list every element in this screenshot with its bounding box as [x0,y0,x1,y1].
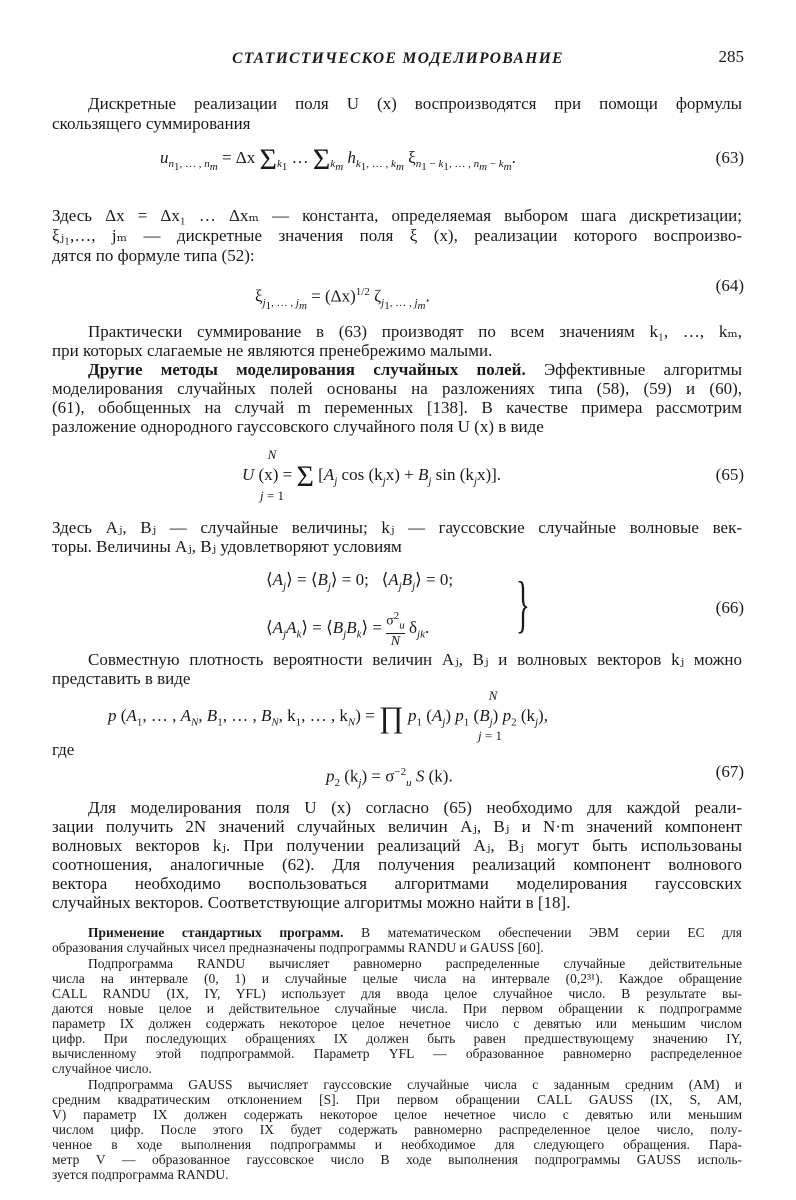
eq-number-64: (64) [715,276,744,295]
p1-line-2: скользящего суммирования [52,114,251,133]
small-p2-line-7: вычисленному этой подпрограммой. Параметр YFL — образованное равномерно распределенное [52,1046,742,1061]
eq65-sum-lower: j = 1 [260,488,284,503]
small-p1-line-1: Применение стандартных программ. В математическом обеспечении ЭВМ серии ЕС для [88,925,742,940]
eq65-sum-upper: N [267,447,277,462]
small-p2-line-8: случайное число. [52,1061,152,1076]
equation-joint-density: p ($A_1$, … , $A_N$, $B_1$, … , $B_N$, $k_1$, … , $k_N$) = ∏ $p_1$ $(A_j)$ $p_1$ $(B_j)$ $p_2$ $(k_j)$, [108,701,548,734]
small-p1-line-2: образования случайных чисел предназначены подпрограммы RANDU и GAUSS [60]. [52,940,544,955]
equation-66-line-2: $⟨A_jA_k⟩$ = $⟨B_jB_k⟩$ = $\frac{\sigma^2_u}{N}$ $\delta_{jk}$. [266,610,430,650]
p1-line-1: Дискретные реализации поля U (x) воспроизводятся при помощи формулы [88,94,742,113]
equation-63: $u_{n_1, \dots , n_m} = \Delta x$ $\Sigma_{k_1}$ … $\Sigma_{k_m}$ $h_{k_1, \dots , k_m}$ $\xi_{n_1 - k_1, \dots , n_m - k_m}$. [160,143,516,176]
p6-line-1: Совместную плотность вероятности величин Aⱼ, Bⱼ и волновых векторов kⱼ можно [88,650,742,669]
p3-line-1: Практически суммирование в (63) производят по всем значениям k₁, …, kₘ, [88,322,742,341]
small-p2-line-6: цифр. При последующих обращениях IX должен быть равен предшествующему значению IY, [52,1031,742,1046]
running-header: СТАТИСТИЧЕСКОЕ МОДЕЛИРОВАНИЕ [232,50,564,67]
p4-line-2: моделирования случайных полей основаны на разложениях типа (58), (59) и (60), [52,379,742,398]
small-p3-line-2: средним квадратическим отклонением [S]. При первом обращении CALL GAUSS (IX, S, AM, [52,1092,742,1107]
equation-66-line-1: $⟨A_j⟩$ = $⟨B_j⟩ = 0$; $⟨A_jB_j⟩ = 0$; [266,570,454,593]
p7-line-6: случайных векторов. Соответствующие алгоритмы можно найти в [18]. [52,893,571,912]
p3-line-2: при которых слагаемые не являются пренебрежимо малыми. [52,341,493,360]
p2-line-3: дятся по формуле типа (52): [52,246,255,265]
p7-line-2: зации получить 2N значений случайных величин Aⱼ, Bⱼ и N·m значений компонент [52,817,742,836]
p7-line-3: волновых векторов kⱼ. При получении реализаций Aⱼ, Bⱼ могут быть использованы [52,836,742,855]
small-p3-line-6: метр V — образованное гауссовское число В ходе выполнения подпрограммы GAUSS исполь- [52,1152,742,1167]
eq-joint-prod-lower: j = 1 [478,728,502,743]
right-brace: } [516,568,530,639]
p2-line-2: ξⱼ₁,…, jₘ — дискретные значения поля ξ (x), реализации которого воспроизво- [52,226,742,245]
page-number: 285 [718,47,744,66]
small-p3-line-1: Подпрограмма GAUSS вычисляет гауссовские случайные числа с заданным средним (AM) и [88,1077,742,1092]
eq-number-63: (63) [715,148,744,167]
eq-number-66: (66) [715,598,744,617]
p7-line-1: Для моделирования поля U (x) согласно (65) необходимо для каждой реали- [88,798,742,817]
p7-line-5: вектора необходимо воспользоваться алгоритмами моделирования гауссовских [52,874,742,893]
p6-line-2: представить в виде [52,669,191,688]
eq-number-67: (67) [715,762,744,781]
small-p3-line-5: ченное в ходе выполнения подпрограммы и необходимое для следующего обращения. Пара- [52,1137,742,1152]
small-heading: Применение стандартных программ. [88,925,344,940]
p4-line-1: Другие методы моделирования случайных полей. Эффективные алгоритмы [88,360,742,379]
eq-number-65: (65) [715,465,744,484]
p4-line-4: разложение однородного гауссовского случайного поля U (x) в виде [52,417,544,436]
where-word: где [52,740,75,759]
small-p3-line-3: V) параметр IX должен содержать некоторое целое нечетное число с девятью или меньшим [52,1107,742,1122]
equation-64: $\xi_{j_1, \dots , j_m} = (\Delta x)^{1/2}$ $\zeta_{j_1, \dots , j_m}$. [255,286,430,313]
p4-line-3: (61), обобщенных на случай m переменных [138]. В качестве примера рассмотрим [52,398,742,417]
eq-joint-prod-upper: N [488,688,498,703]
p5-line-2: торы. Величины Aⱼ, Bⱼ удовлетворяют условиям [52,537,402,556]
small-p2-line-3: CALL RANDU (IX, IY, YFL) использует для ввода целое случайное число. В результате вы- [52,986,742,1001]
small-p2-line-2: числа на интервале (0, 1) и случайные целые числа на интервале (0,2³¹). Каждое обращение [52,971,742,986]
small-p2-line-5: параметр IX должен содержать некоторое целое нечетное число с девятью или меньшим числом [52,1016,742,1031]
p2-line-1: Здесь Δx = Δx₁ … Δxₘ — константа, определяемая выбором шага дискретизации; [52,206,742,225]
equation-67: $p_2$ $(k_j) = \sigma^{-2}_u$ S (k). [326,766,453,790]
small-p2-line-4: даются новые целое и действительное случайные числа. При первом обращении к подпрограмме [52,1001,742,1016]
section-heading: Другие методы моделирования случайных полей. [88,360,526,379]
p5-line-1: Здесь Aⱼ, Bⱼ — случайные величины; kⱼ — гауссовские случайные волновые век- [52,518,742,537]
equation-65: U (x) = Σ [$A_j$ $\cos (k_jx) + B_j$ $\sin (k_jx)$]. [242,460,502,493]
p7-line-4: соотношения, аналогичные (62). Для получения реализаций компонент волнового [52,855,742,874]
small-p2-line-1: Подпрограмма RANDU вычисляет равномерно распределенные случайные действительные [88,956,742,971]
small-p3-line-7: зуется подпрограмма RANDU. [52,1167,229,1182]
small-p3-line-4: числом цифр. После этого IX будет содержать равномерно распределенное целое число, полу- [52,1122,742,1137]
